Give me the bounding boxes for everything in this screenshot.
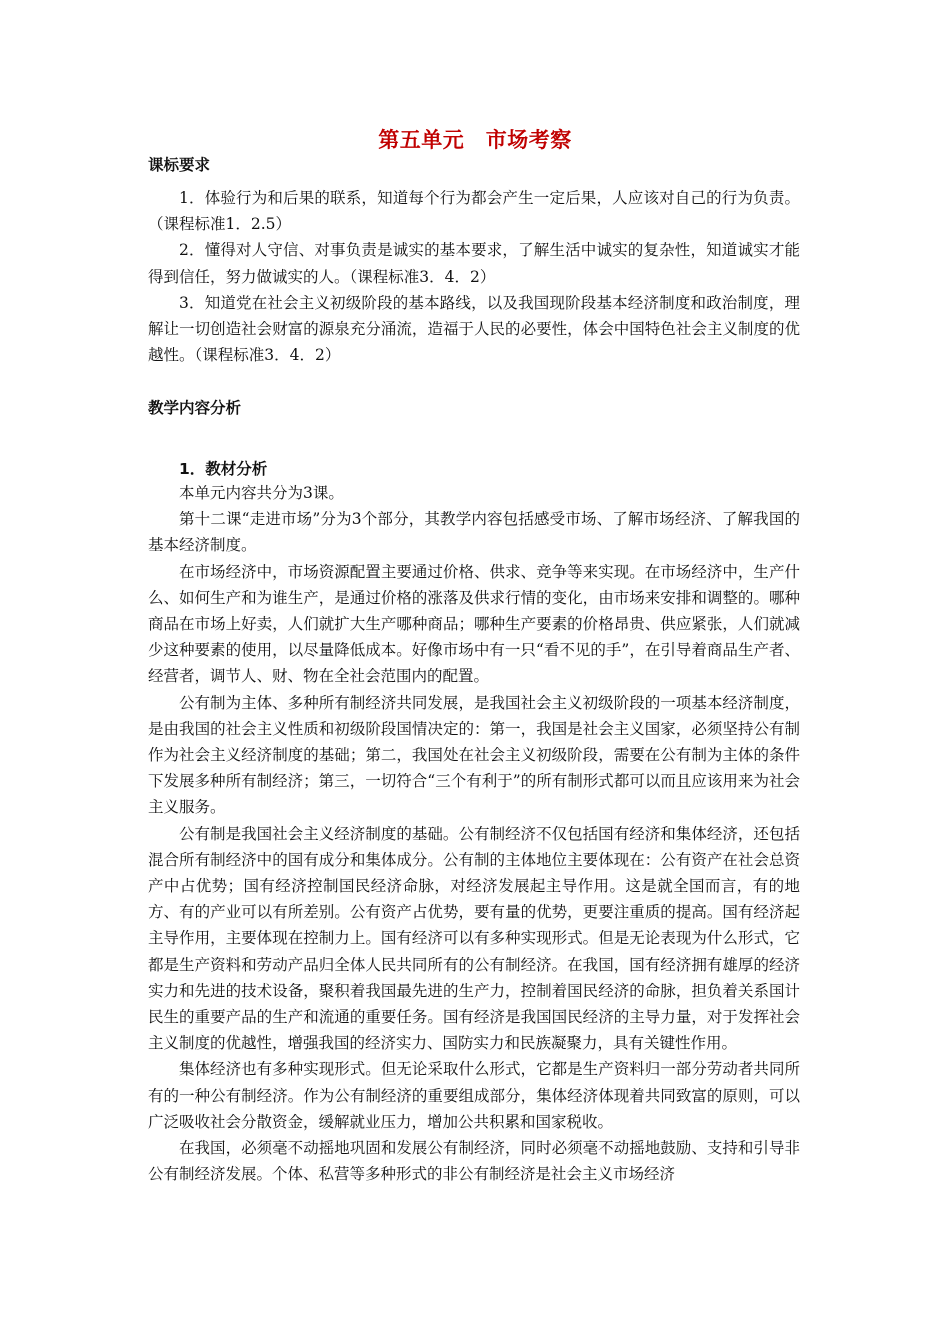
paragraph: 集体经济也有多种实现形式。但无论采取什么形式，它都是生产资料归一部分劳动者共同所有的一种公有制经济。作为公有制经济的重要组成部分，集体经济体现着共同致富的原则，可以广泛吸收社会分散资金，缓解就业压力，增加公共积累和国家税收。 [148,1060,800,1131]
paragraph: 1．体验行为和后果的联系，知道每个行为都会产生一定后果，人应该对自己的行为负责。（课程标准1．2.5） [148,189,800,234]
section-heading-curriculum: 课标要求 [148,156,211,174]
textbook-analysis-body [148,480,800,1187]
paragraph: 公有制为主体、多种所有制经济共同发展，是我国社会主义初级阶段的一项基本经济制度，是由我国的社会主义性质和初级阶段国情决定的：第一，我国是社会主义国家，必须坚持公有制作为社会主义经济制度的基础；第二，我国处在社会主义初级阶段，需要在公有制为主体的条件下发展多种所有制经济；第三，一切符合“三个有利于”的所有制形式都可以而且应该用来为社会主义服务。 [148,693,800,817]
paragraph: 在我国，必须毫不动摇地巩固和发展公有制经济，同时必须毫不动摇地鼓励、支持和引导非公有制经济发展。个体、私营等多种形式的非公有制经济是社会主义市场经济 [148,1139,800,1184]
paragraph: 公有制是我国社会主义经济制度的基础。公有制经济不仅包括国有经济和集体经济，还包括混合所有制经济中的国有成分和集体成分。公有制的主体地位主要体现在：公有资产在社会总资产中占优势；国有经济控制国民经济命脉，对经济发展起主导作用。这是就全国而言，有的地方、有的产业可以有所差别。公有资产占优势，要有量的优势，更要注重质的提高。国有经济起主导作用，主要体现在控制力上。国有经济可以有多种实现形式。但是无论表现为什么形式，它都是生产资料和劳动产品归全体人民共同所有的公有制经济。在我国，国有经济拥有雄厚的经济实力和先进的技术设备，聚积着我国最先进的生产力，控制着国民经济的命脉，担负着关系国计民生的重要产品的生产和流通的重要任务。国有经济是我国国民经济的主导力量，对于发挥社会主义制度的优越性，增强我国的经济实力、国防实力和民族凝聚力，具有关键性作用。 [148,824,800,1053]
section-heading-analysis: 教学内容分析 [148,399,242,417]
page-title: 第五单元 市场考察 [378,128,572,152]
paragraph: 3．知道党在社会主义初级阶段的基本路线，以及我国现阶段基本经济制度和政治制度，理解让一切创造社会财富的源泉充分涌流，造福于人民的必要性，体会中国特色社会主义制度的优越性。（课程标准3．4．2） [148,293,800,365]
paragraph: 2．懂得对人守信、对事负责是诚实的基本要求，了解生活中诚实的复杂性，知道诚实才能得到信任，努力做诚实的人。（课程标准3．4．2） [148,241,800,286]
curriculum-requirements [148,185,800,368]
paragraph: 第十二课“走进市场”分为3个部分，其教学内容包括感受市场、了解市场经济、了解我国的基本经济制度。 [148,510,800,555]
subheading-textbook-analysis: 1．教材分析 [179,460,268,478]
paragraph: 本单元内容共分为3课。 [179,484,344,502]
paragraph: 在市场经济中，市场资源配置主要通过价格、供求、竞争等来实现。在市场经济中，生产什么、如何生产和为谁生产，是通过价格的涨落及供求行情的变化，由市场来安排和调整的。哪种商品在市场上好卖，人们就扩大生产哪种商品；哪种生产要素的价格昂贵、供应紧张，人们就减少这种要素的使用，以尽量降低成本。好像市场中有一只“看不见的手”，在引导着商品生产者、经营者，调节人、财、物在全社会范围内的配置。 [148,562,800,686]
